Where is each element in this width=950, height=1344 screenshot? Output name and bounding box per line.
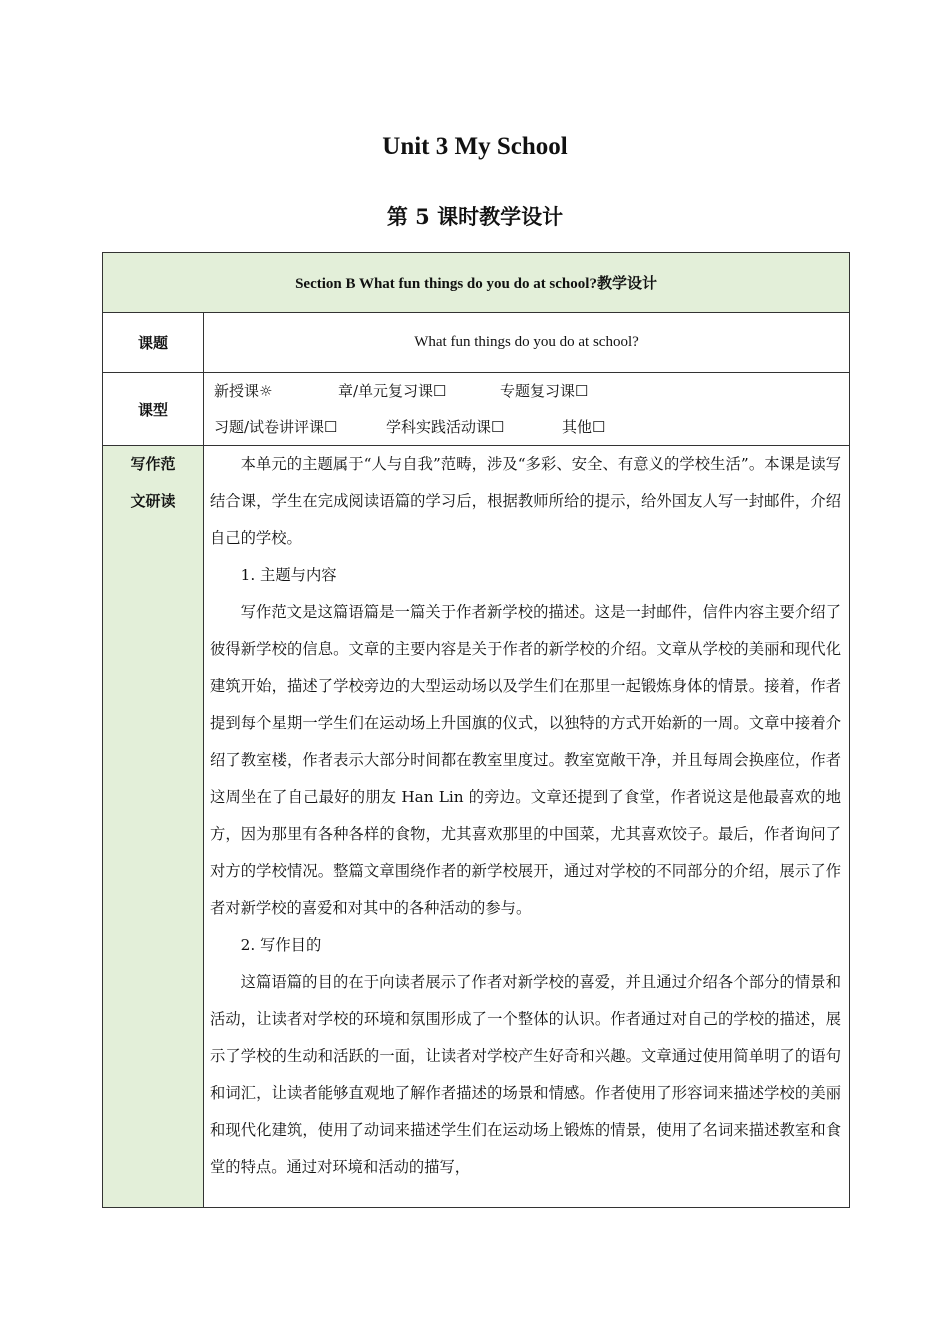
type-label: 课型 [103,373,204,446]
topic-label: 课题 [103,313,204,373]
writing-sample-row [103,446,850,1208]
topic-row [103,313,850,373]
document-title: Unit 3 My School [382,133,568,160]
type-options-row-1 [214,373,849,409]
writing-sample-content [204,446,850,1208]
document-subtitle: 第 5 课时教学设计 [386,204,564,229]
topic-value: What fun things do you do at school? [204,313,850,373]
writing-sample-label-line-2: 文研读 [130,492,176,510]
type-option-exercise-review: 习题/试卷讲评课☐ [214,418,338,436]
paragraph-intro: 本单元的主题属于“人与自我”范畴，涉及“多彩、安全、有意义的学校生活”。本课是读写结合课，学生在完成阅读语篇的学习后，根据教师所给的提示，给外国友人写一封邮件，介绍自己的学校。 [210,455,842,547]
heading-theme-content: 1. 主题与内容 [240,566,337,584]
writing-sample-label [103,446,204,1208]
heading-writing-purpose: 2. 写作目的 [240,936,322,954]
table-header: Section B What fun things do you do at school?教学设计 [103,253,850,313]
paragraph-writing-purpose: 这篇语篇的目的在于向读者展示了作者对新学校的喜爱，并且通过介绍各个部分的情景和活动，让读者对学校的环境和氛围形成了一个整体的认识。作者通过对自己的学校的描述，展示了学校的生动和活跃的一面，让读者对学校产生好奇和兴趣。文章通过使用简单明了的语句和词汇，让读者能够直观地了解作者描述的场景和情感。作者使用了形容词来描述学校的美丽和现代化建筑，使用了动词来描述学生们在运动场上锻炼的情景，使用了名词来描述教室和食堂的特点。通过对环境和活动的描写， [210,973,842,1176]
type-row [103,373,850,446]
type-option-new-lesson: 新授课☼ [214,382,273,400]
type-options-row-2 [214,409,849,445]
type-option-other: 其他☐ [562,418,606,436]
lesson-plan-table [102,252,850,1208]
header-row [103,253,850,313]
paragraph-theme-content: 写作范文是这篇语篇是一篇关于作者新学校的描述。这是一封邮件，信件内容主要介绍了彼得新学校的信息。文章的主要内容是关于作者的新学校的介绍。文章从学校的美丽和现代化建筑开始，描述了学校旁边的大型运动场以及学生们在那里一起锻炼身体的情景。接着，作者提到每个星期一学生们在运动场上升国旗的仪式，以独特的方式开始新的一周。文章中接着介绍了教室楼，作者表示大部分时间都在教室里度过。教室宽敞干净，并且每周会换座位，作者这周坐在了自己最好的朋友 Han Lin 的旁边。文章还提到了食堂，作者说这是他最喜欢的地方，因为那里有各种各样的食物，尤其喜欢那里的中国菜，尤其喜欢饺子。最后，作者询问了对方的学校情况。整篇文章围绕作者的新学校展开，通过对学校的不同部分的介绍，展示了作者对新学校的喜爱和对其中的各种活动的参与。 [210,603,842,917]
type-option-practice-activity: 学科实践活动课☐ [386,418,505,436]
writing-sample-label-line-1: 写作范 [130,455,176,473]
type-option-unit-review: 章/单元复习课☐ [338,382,447,400]
lesson-type-options [204,373,850,446]
type-option-topic-review: 专题复习课☐ [500,382,589,400]
